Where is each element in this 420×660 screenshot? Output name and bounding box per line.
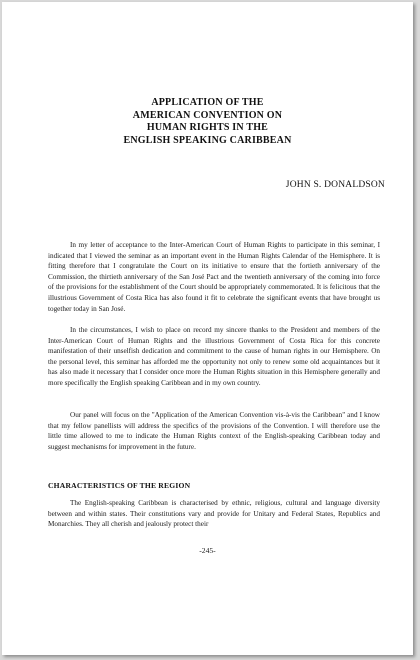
section-heading: CHARACTERISTICS OF THE REGION (48, 481, 191, 490)
body-paragraph: In my letter of acceptance to the Inter-American Court of Human Rights to participate in this seminar, I indicated that I viewed the seminar as an important event in the Human Rights Calendar of the Hemisphere. It is fitting therefore that I congratulate the Court on its initiative to ensure that the fortieth anniversary of the Commission, the thirtieth anniversary of the San José Pact and the twentieth anniversary of the coming into force of the provisions for the establishment of the Court should be appropriately commemorated. It is felicitous that the illustrious Government of Costa Rica has also found it fit to celebrate the significant events that have brought us together today in San José. (48, 241, 380, 313)
body-paragraph-2-container (48, 325, 380, 389)
title-line: AMERICAN CONVENTION ON (132, 109, 283, 121)
article-title (2, 97, 413, 147)
body-paragraph: Our panel will focus on the "Application of the American Convention vis-à-vis the Caribbean" and I know that my fellow panellists will address the specifics of the provisions of the Convention. I will therefore use the little time allowed to me to indicate the Human Rights context of the English-speaking Caribbean today and suggest mechanisms for improvement in the future. (48, 411, 380, 451)
author-name: JOHN S. DONALDSON (285, 180, 385, 190)
title-line: ENGLISH SPEAKING CARIBBEAN (123, 134, 292, 146)
document-page (2, 2, 413, 655)
body-paragraph-3-container (48, 410, 380, 452)
title-line: APPLICATION OF THE (151, 97, 264, 108)
section-paragraph: The English-speaking Caribbean is characterised by ethnic, religious, cultural and language diversity between and within states. Their constitutions vary and provide for Unitary and Federal States, Republics and Monarchies. They all cherish and jealously protect their (48, 499, 380, 529)
title-line: HUMAN RIGHTS IN THE (146, 122, 269, 133)
section-paragraph-container (48, 498, 380, 530)
body-paragraph-1-container (48, 240, 380, 314)
page-number: -245- (199, 546, 216, 555)
body-paragraph: In the circumstances, I wish to place on record my sincere thanks to the President and members of the Inter-American Court of Human Rights and the illustrious Government of Costa Rica for this concrete manifestation of their unselfish dedication and commitment to the cause of human rights in our Hemisphere. On the personal level, this seminar has afforded me the opportunity not only to renew some old acquaintances but it has also made it necessary that I consider once more the Human Rights situation in this Hemisphere generally and more specifically the English speaking Caribbean and in my own country. (48, 326, 380, 387)
